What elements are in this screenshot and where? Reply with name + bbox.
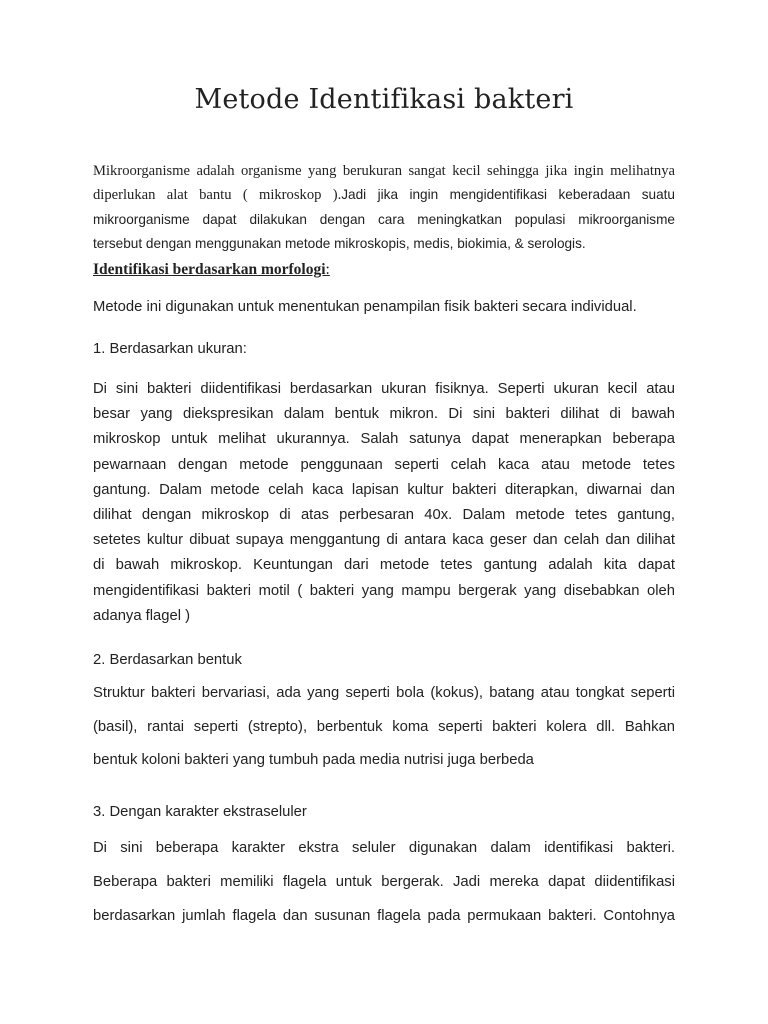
section-1-title: 1. Berdasarkan ukuran: [93,341,247,357]
intro-line-serif-part: diperlukan alat bantu ( mikroskop ). [93,187,342,204]
paragraph-line: adanya flagel ) [93,607,191,624]
section-3-title: 3. Dengan karakter ekstraseluler [93,804,307,820]
section-2-title: 2. Berdasarkan bentuk [93,652,242,668]
intro-line: Mikroorganisme adalah organisme yang berukuran sangat kecil sehingga jika ingin melihatnya [93,163,675,179]
paragraph-line: mikroskop untuk melihat ukurannya. Salah satunya dapat menerapkan beberapa [93,431,675,448]
intro-paragraph [93,159,675,256]
paragraph-line: Beberapa bakteri memiliki flagela untuk bergerak. Jadi mereka dapat diidentifikasi [93,874,675,890]
paragraph-line: bentuk koloni bakteri yang tumbuh pada media nutrisi juga berbeda [93,752,534,768]
intro-line: mikroorganisme dapat dilakukan dengan cara meningkatkan populasi mikroorganisme [93,211,675,227]
paragraph-line: (basil), rantai seperti (strepto), berbentuk koma seperti bakteri kolera dll. Bahkan [93,718,675,735]
intro-line-sans-part: Jadi jika ingin mengidentifikasi keberadaan suatu [341,187,675,203]
document-title: Metode Identifikasi bakteri [194,84,574,115]
paragraph-line: Di sini bakteri diidentifikasi berdasarkan ukuran fisiknya. Seperti ukuran kecil atau [93,381,675,397]
paragraph-line: berdasarkan jumlah flagela dan susunan flagela pada permukaan bakteri. Contohnya [93,908,675,924]
section-3-paragraph [93,831,675,933]
intro-line [93,183,675,207]
paragraph-line: dilihat dengan mikroskop di atas perbesaran 40x. Dalam metode tetes gantung, [93,506,675,523]
paragraph-line: mengidentifikasi bakteri motil ( bakteri yang mampu bergerak yang disebabkan oleh [93,582,675,599]
paragraph-line: Di sini beberapa karakter ekstra seluler digunakan dalam identifikasi bakteri. [93,840,675,856]
morfologi-intro: Metode ini digunakan untuk menentukan penampilan fisik bakteri secara individual. [93,299,637,315]
intro-line: tersebut dengan menggunakan metode mikroskopis, medis, biokimia, & serologis. [93,235,586,251]
section-heading-colon: : [325,261,330,278]
section-heading-text: Identifikasi berdasarkan morfologi [93,261,326,278]
paragraph-line: gantung. Dalam metode celah kaca lapisan kultur bakteri diterapkan, diwarnai dan [93,481,675,498]
section-2-paragraph [93,677,675,778]
paragraph-line: di bawah mikroskop. Keuntungan dari metode tetes gantung adalah kita dapat [93,557,675,574]
section-heading [93,259,330,281]
paragraph-line: besar yang diekspresikan dalam bentuk mikron. Di sini bakteri dilihat di bawah [93,406,675,423]
paragraph-line: Struktur bakteri bervariasi, ada yang seperti bola (kokus), batang atau tongkat seperti [93,685,675,701]
paragraph-line: setetes kultur dibuat supaya menggantung di antara kaca geser dan celah dan dilihat [93,532,675,549]
section-1-paragraph [93,377,675,629]
paragraph-line: pewarnaan dengan metode penggunaan seperti celah kaca atau metode tetes [93,456,675,473]
